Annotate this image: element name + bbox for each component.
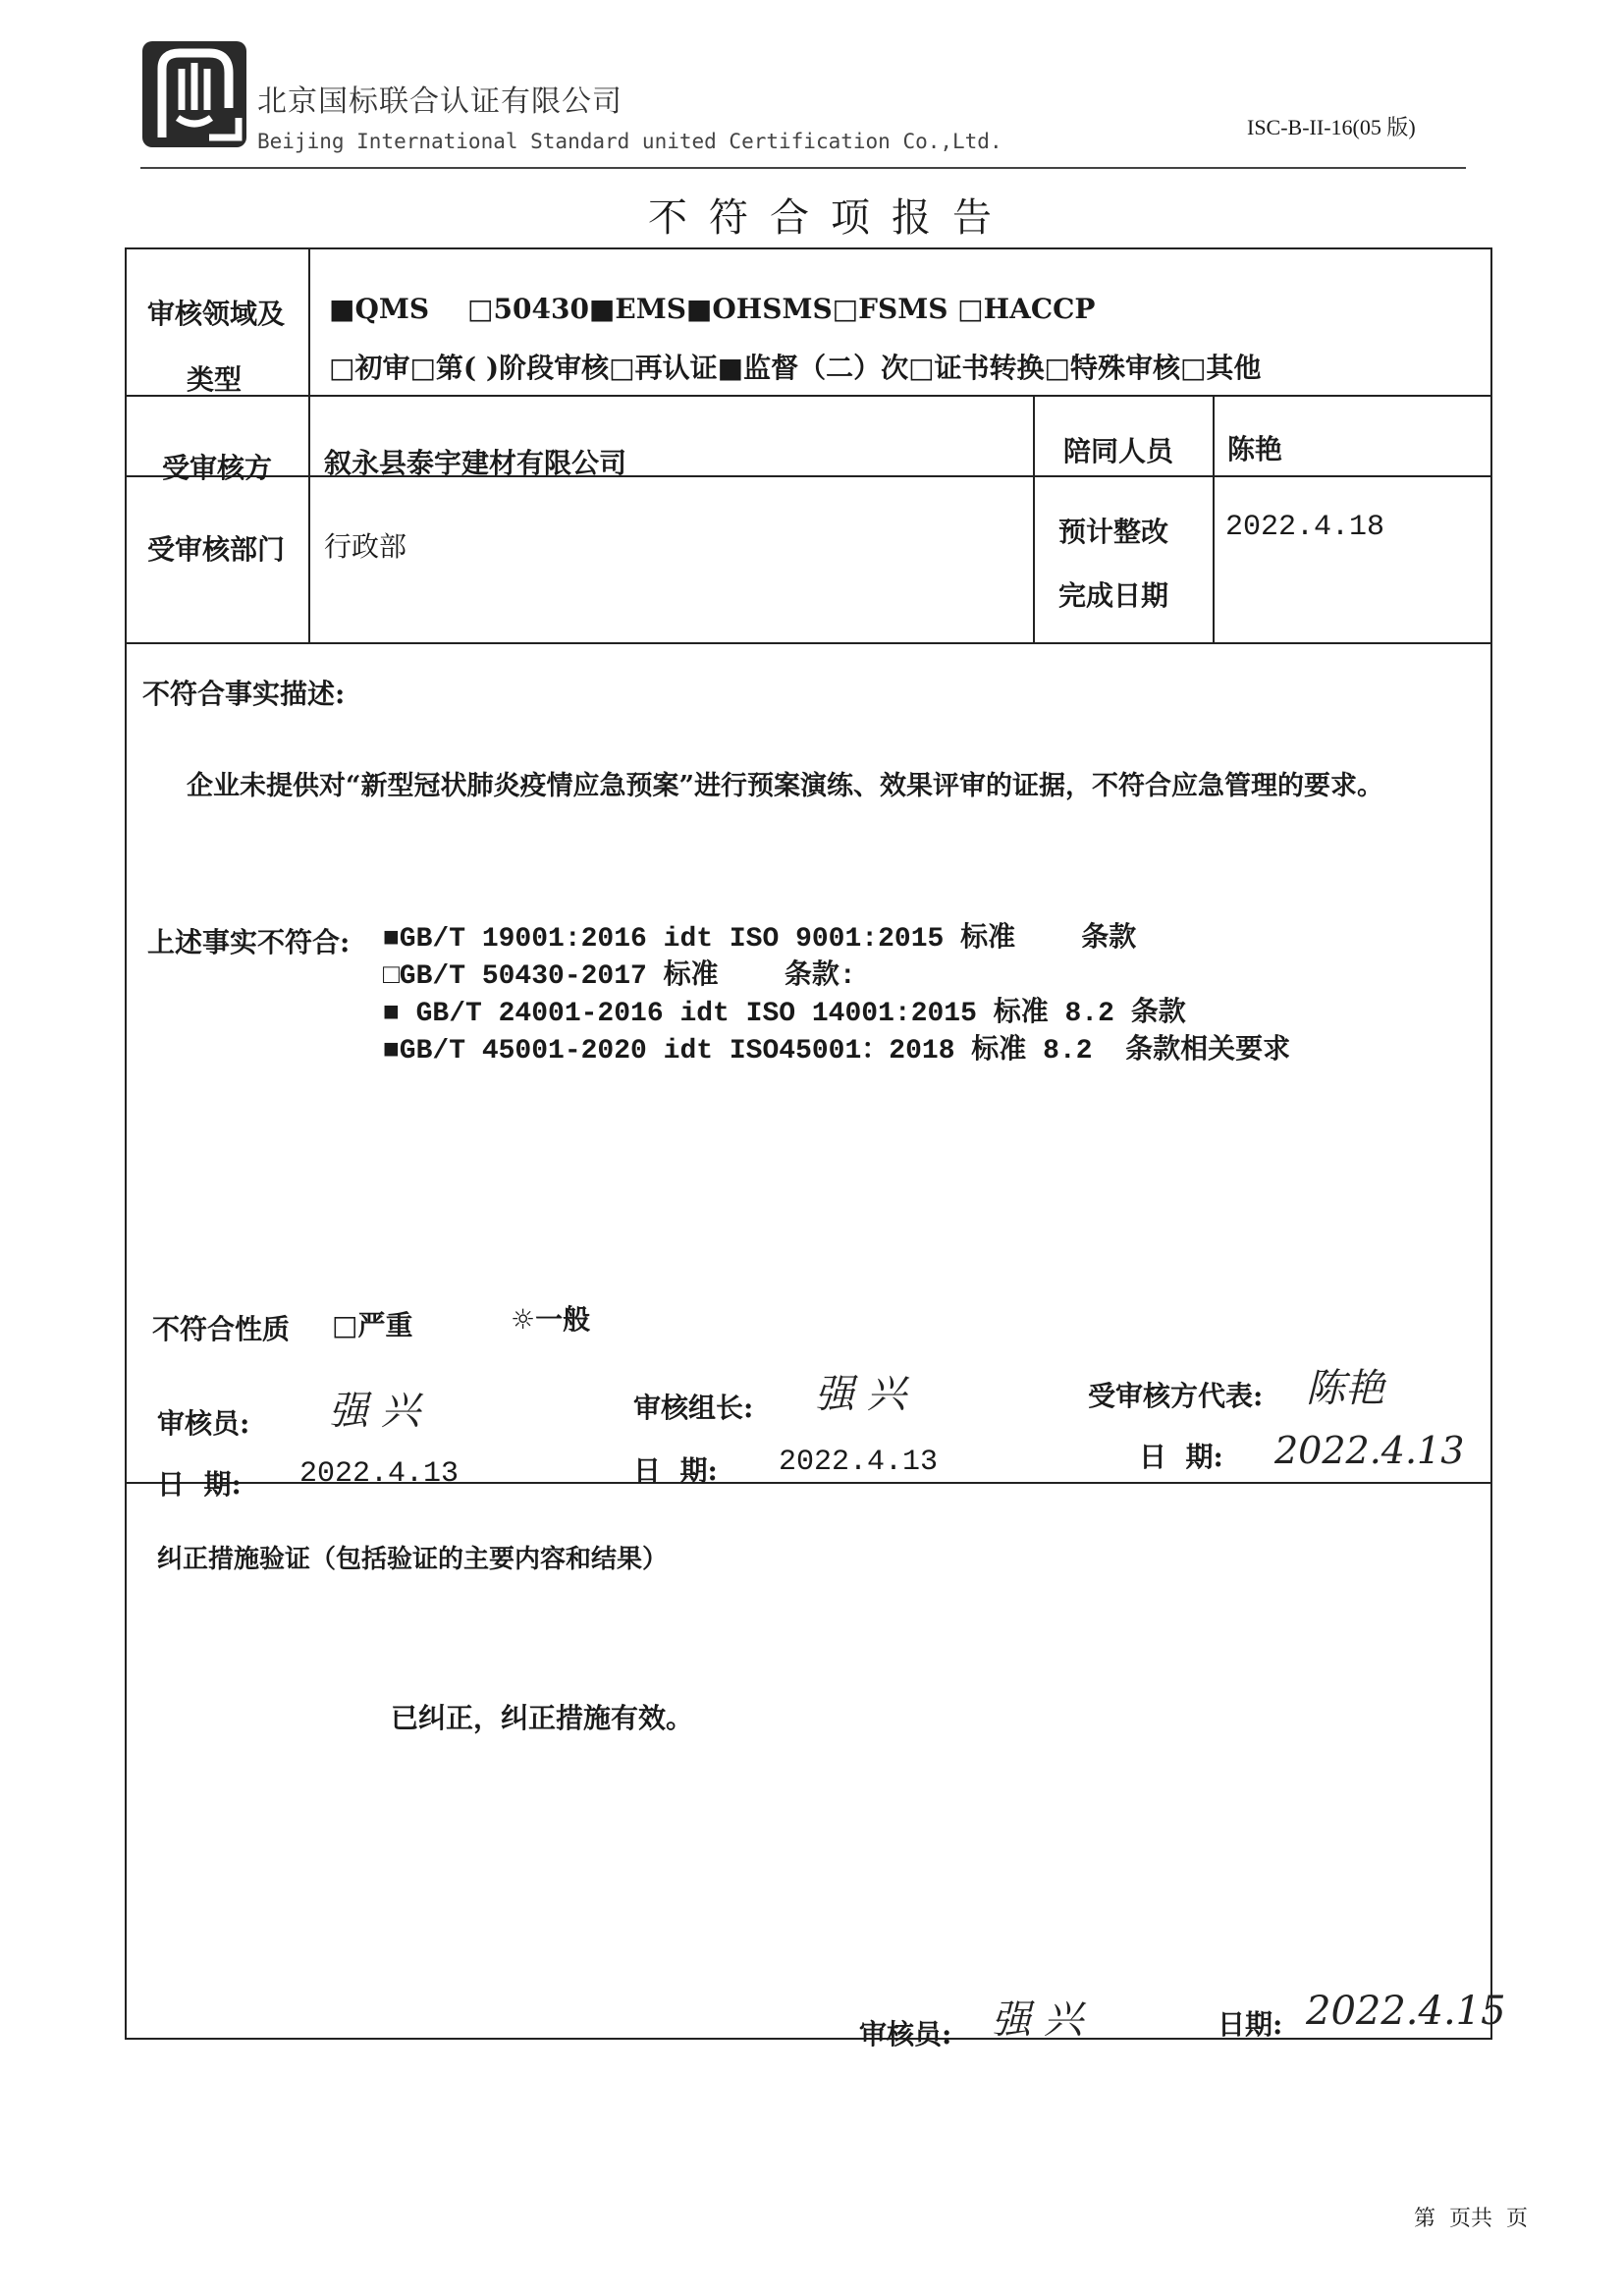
row-divider <box>127 395 1492 397</box>
standard-label: 上述事实不符合: <box>147 926 351 958</box>
standard-item: ■GB/T 45001-2020 idt ISO45001：2018 标准 8.2 条款相关要求 <box>383 1036 1291 1066</box>
row-divider <box>127 642 1492 644</box>
desc-label: 不符合事实描述: <box>142 678 346 710</box>
form-code: ISC-B-II-16(05 版) <box>1247 115 1416 139</box>
scope-label: 审核领域及 <box>147 298 286 330</box>
scope-systems: ■QMS □50430■EMS■OHSMS□FSMS □HACCP <box>329 293 1096 325</box>
auditor-label: 审核员: <box>157 1407 250 1440</box>
col-divider <box>1213 395 1215 642</box>
verification-date-label: 日期: <box>1218 2008 1283 2041</box>
verifier-signature: 强 兴 <box>992 1997 1083 2043</box>
due-label: 预计整改 <box>1058 516 1169 548</box>
nature-option-serious: □严重 <box>332 1309 413 1341</box>
auditor-date: 2022.4.13 <box>299 1457 460 1491</box>
desc-text: 企业未提供对“新型冠状肺炎疫情应急预案”进行预案演练、效果评审的证据，不符合应急管理的要求。 <box>187 771 1384 801</box>
header-rule <box>140 167 1466 169</box>
verification-result: 已纠正，纠正措施有效。 <box>391 1702 694 1734</box>
companion-label: 陪同人员 <box>1063 435 1174 467</box>
rep-label: 受审核方代表: <box>1088 1380 1264 1412</box>
standard-item: ■ GB/T 24001-2016 idt ISO 14001:2015 标准 8.2 条款 <box>383 999 1186 1029</box>
verification-date: 2022.4.15 <box>1306 1989 1506 2034</box>
company-logo <box>140 39 248 149</box>
date-label: 日 期: <box>157 1468 242 1501</box>
nature-option-general: ☼一般 <box>511 1303 591 1336</box>
verification-label: 纠正措施验证（包括验证的主要内容和结果） <box>157 1545 669 1574</box>
page-title: 不符合项报告 <box>648 195 1013 241</box>
company-name-en: Beijing International Standard united Certification Co.,Ltd. <box>257 130 1002 153</box>
verifier-label: 审核员: <box>859 2018 952 2050</box>
nature-label: 不符合性质 <box>152 1313 291 1345</box>
col-divider <box>308 249 310 642</box>
audit-type: □初审□第( )阶段审核□再认证■监督（二）次□证书转换□特殊审核□其他 <box>329 352 1262 384</box>
company-name-cn: 北京国标联合认证有限公司 <box>257 84 623 119</box>
standard-item: □GB/T 50430-2017 标准 条款: <box>383 961 856 992</box>
dept-name: 行政部 <box>324 530 407 563</box>
dept-label: 受审核部门 <box>147 533 286 566</box>
leader-label: 审核组长: <box>633 1392 754 1424</box>
auditor-signature: 强 兴 <box>329 1389 420 1434</box>
scope-label-2: 类型 <box>187 363 243 396</box>
date-label: 日 期: <box>633 1454 718 1487</box>
rep-signature: 陈艳 <box>1306 1366 1384 1411</box>
due-date: 2022.4.18 <box>1225 511 1385 544</box>
auditee-label: 受审核方 <box>162 452 273 484</box>
leader-signature: 强 兴 <box>815 1372 906 1417</box>
page-counter: 第 页共 页 <box>1414 2207 1528 2231</box>
companion-name: 陈艳 <box>1227 433 1283 465</box>
auditee-name: 叙永县泰宇建材有限公司 <box>324 447 627 479</box>
col-divider <box>1033 395 1035 642</box>
leader-date: 2022.4.13 <box>779 1446 939 1479</box>
due-label-2: 完成日期 <box>1058 579 1169 612</box>
standard-item: ■GB/T 19001:2016 idt ISO 9001:2015 标准 条款 <box>383 924 1137 955</box>
date-label: 日 期: <box>1139 1441 1223 1473</box>
rep-date: 2022.4.13 <box>1274 1429 1465 1472</box>
